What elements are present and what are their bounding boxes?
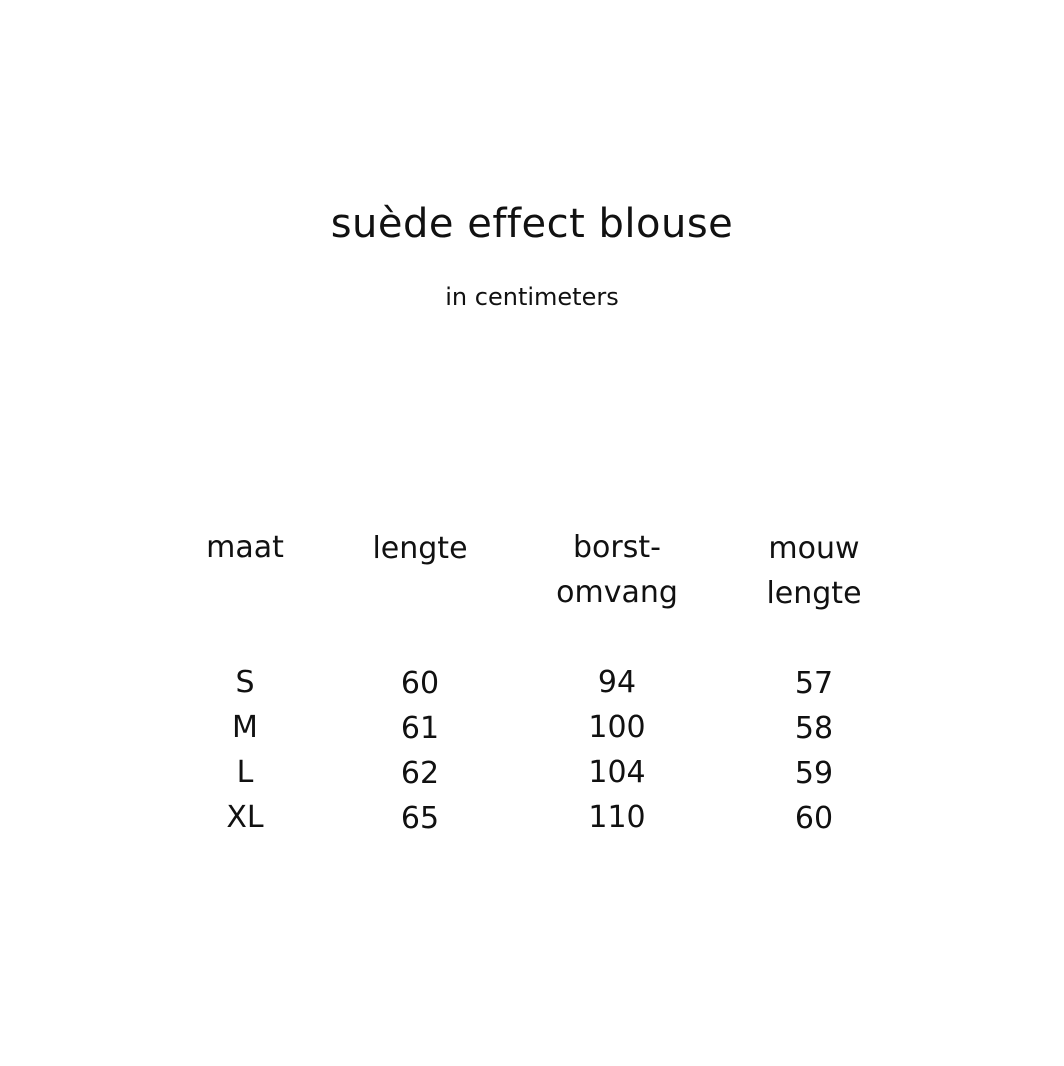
- column-values-maat: [145, 660, 345, 840]
- column-header-maat: [145, 525, 345, 570]
- column-header-lengte: [320, 526, 520, 571]
- size-cell: L: [236, 755, 254, 790]
- mouwlengte-cell: 58: [794, 711, 834, 746]
- borstomvang-cell: 94: [597, 665, 637, 700]
- header-line: mouw: [768, 531, 860, 566]
- lengte-cell: 65: [400, 801, 440, 836]
- borstomvang-cell: 110: [588, 800, 646, 835]
- size-cell: M: [232, 710, 258, 745]
- column-values-mouwlengte: [714, 661, 914, 841]
- lengte-cell: 61: [400, 711, 440, 746]
- borstomvang-cell: 100: [588, 710, 646, 745]
- column-values-lengte: [320, 661, 520, 841]
- header-line: maat: [206, 530, 284, 565]
- size-cell: XL: [226, 800, 264, 835]
- lengte-cell: 60: [400, 666, 440, 701]
- borstomvang-cell: 104: [588, 755, 646, 790]
- mouwlengte-cell: 57: [794, 666, 834, 701]
- size-cell: S: [235, 665, 255, 700]
- column-header-mouwlengte: [714, 526, 914, 616]
- lengte-cell: 62: [400, 756, 440, 791]
- mouwlengte-cell: 60: [794, 801, 834, 836]
- header-line: lengte: [372, 531, 468, 566]
- column-values-borstomvang: [517, 660, 717, 840]
- header-line: lengte: [766, 576, 862, 611]
- unit-subtitle: in centimeters: [445, 283, 619, 311]
- column-header-borstomvang: [517, 525, 717, 615]
- page-title: suède effect blouse: [330, 201, 734, 247]
- mouwlengte-cell: 59: [794, 756, 834, 791]
- header-line: omvang: [556, 575, 678, 610]
- header-line: borst-: [573, 530, 661, 565]
